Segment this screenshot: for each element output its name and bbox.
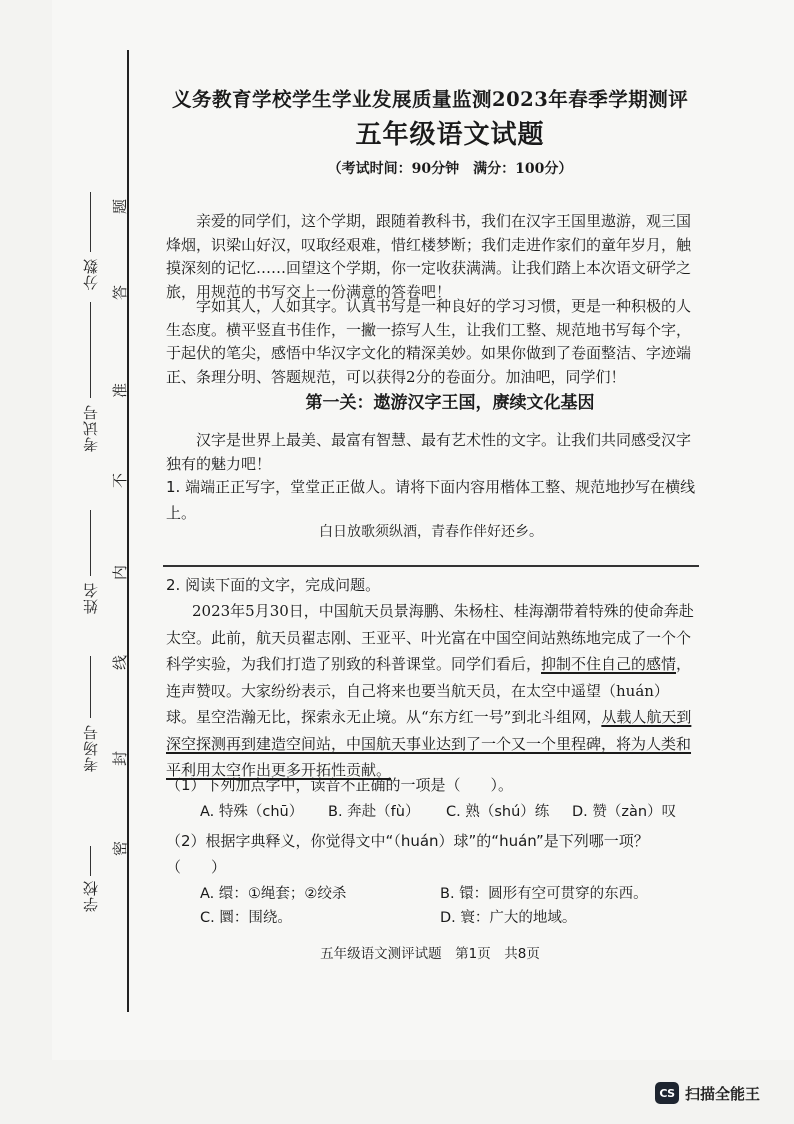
school-field-label: 学校: [82, 880, 100, 912]
option-c: C. 熟（shú）练: [446, 804, 550, 820]
scanner-app-name: 扫描全能王: [685, 1084, 761, 1103]
seal-char: 答: [111, 284, 130, 301]
seal-char: 题: [111, 198, 130, 215]
exam-number-field-label: 考试号: [82, 404, 100, 452]
seal-char: 线: [111, 654, 130, 671]
option-b: B. 奔赴（fù）: [328, 804, 420, 820]
page-title: 五年级语文试题: [355, 120, 545, 150]
room-field-line: [90, 656, 91, 718]
intro-paragraph-2: 字如其人，人如其字。认真书写是一种良好的学习习惯，更是一种积极的人生态度。横平竖直书佳作，一撇一捺写人生，让我们工整、规范地书写每个字，于起伏的笔尖，感悟中华汉字文化的精深美妙。如果你做到了卷面整洁、字迹端正、条理分明、答题规范，可以获得2分的卷面分。加油吧，同学们！: [166, 297, 692, 386]
seal-char: 密: [111, 840, 130, 857]
question-1: 1. 端端正正写字，堂堂正正做人。请将下面内容用楷体工整、规范地抄写在横线上。: [166, 478, 696, 522]
exam-info: （考试时间：90分钟 满分：100分）: [327, 161, 573, 177]
intro-paragraph-1: 亲爱的同学们，这个学期，跟随着教科书，我们在汉字王国里遨游，观三国烽烟，识梁山好汉，叹取经艰难，惜红楼梦断；我们走进作家们的童年岁月，触摸深刻的记忆……回望这个学期，你一定收获满满。让我们踏上本次语文研学之旅，用规范的书写交上一份满意的答卷吧！: [166, 212, 692, 301]
underlined-phrase-1: 抑制不住自己的感情: [541, 655, 677, 673]
sub-question-1: （1）下列加点字中，读音不正确的一项是（ ）。: [166, 776, 514, 794]
option-b: B. 镮：圆形有空可贯穿的东西。: [440, 886, 648, 902]
option-a: A. 特殊（chū）: [200, 804, 304, 820]
score-field-line: [90, 192, 91, 252]
option-d: D. 寰：广大的地域。: [440, 910, 577, 926]
name-field-line: [90, 510, 91, 576]
copy-source-text: 白日放歌须纵酒，青春作伴好还乡。: [319, 524, 543, 540]
seal-char: 封: [111, 750, 130, 767]
underlined-phrase-2: 从载人航天到深空探测再到建造空间站，中国航天事业达到了一个又一个里程碑，将为人类和平利用太空作出更多开拓性贡献。: [166, 708, 692, 779]
exam-series-heading: 义务教育学校学生学业发展质量监测2023年春季学期测评: [172, 88, 689, 111]
seal-char: 不: [111, 472, 130, 489]
question-2: 2. 阅读下面的文字，完成问题。: [166, 576, 381, 594]
section-intro: 汉字是世界上最美、最富有智慧、最有艺术性的文字。让我们共同感受汉字独有的魅力吧！: [166, 431, 692, 473]
seal-char: 准: [111, 382, 130, 399]
room-field-label: 考场号: [82, 724, 100, 772]
camscanner-logo-icon: CS: [655, 1082, 679, 1104]
passage-text: 2023年5月30日，中国航天员景海鹏、朱杨柱、桂海潮带着特殊的使命奔赴太空。此前，航天员翟志刚、王亚平、叶光富在中国空间站熟练地完成了一个个科学实验，为我们打造了别致的科普课堂。同学们看后，: [166, 602, 694, 673]
passage-text: ，连声赞叹。大家纷纷表示，自己将来也要当航天员，在太空中遥望（huán）球。星空浩瀚无比，探索永无止境。从“东方红一号”到北斗组网，: [166, 655, 692, 726]
binding-rule: [127, 50, 129, 1012]
seal-char: 内: [111, 564, 130, 581]
school-field-line: [90, 846, 91, 876]
page-footer: 五年级语文测评试题 第1页 共8页: [320, 946, 540, 962]
option-d: D. 赞（zàn）叹: [572, 804, 677, 820]
scanner-watermark: [655, 1082, 760, 1104]
option-a: A. 缳：①绳套；②绞杀: [200, 886, 347, 902]
score-field-label: 分数: [82, 258, 100, 290]
option-c: C. 圜：围绕。: [200, 910, 292, 926]
sub-question-2: （2）根据字典释义，你觉得文中“（huán）球”的“huán”是下列哪一项？（ ）: [166, 832, 649, 876]
name-field-label: 姓名: [82, 582, 100, 614]
exam-number-field-line: [90, 302, 91, 398]
answer-writing-line[interactable]: [163, 565, 699, 567]
reading-passage: [166, 598, 698, 784]
section-title: 第一关：遨游汉字王国，赓续文化基因: [305, 393, 595, 413]
